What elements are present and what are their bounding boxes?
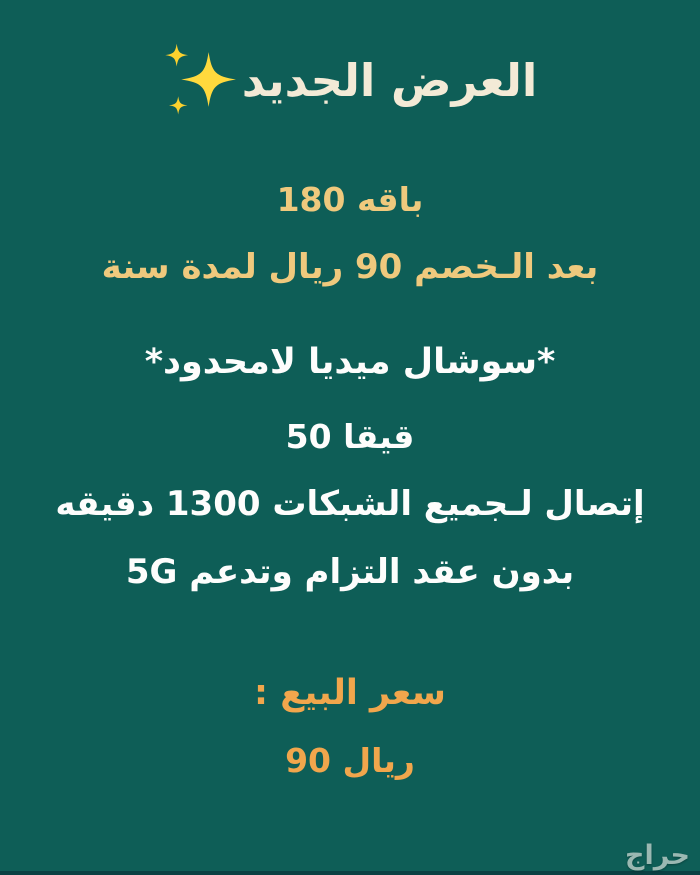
page-title: العرض الجديد [241, 53, 538, 107]
package-name-line: باقه 180 [276, 180, 424, 219]
sale-price-value: 90 ريال [285, 741, 415, 780]
social-media-line: *سوشال ميديا لامحدود* [144, 342, 556, 382]
poster-title-row [0, 34, 700, 126]
call-minutes-line: إتصال لـجميع الشبكات 1300 دقيقه [55, 484, 645, 524]
contract-5g-line: بدون عقد التزام وتدعم 5G [125, 552, 575, 592]
haraj-watermark: حراج [625, 840, 690, 871]
sparkles-icon [163, 38, 239, 124]
data-allowance-line: 50 قيقا [285, 417, 415, 456]
discount-price-line: بعد الـخصم 90 ريال لمدة سنة [101, 247, 599, 287]
sale-price-label: سعر البيع : [254, 673, 446, 713]
bottom-edge-shade [0, 871, 700, 875]
